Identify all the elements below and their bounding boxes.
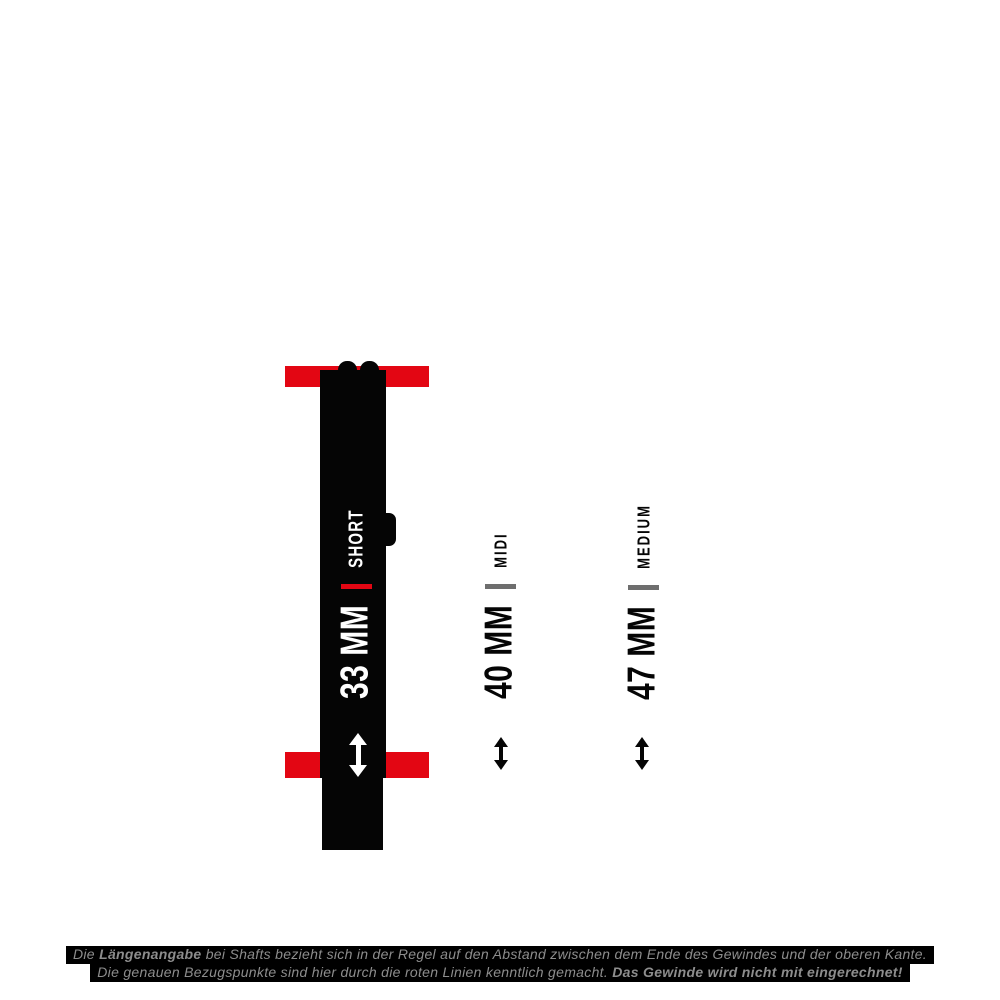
footnote-bar-2 <box>90 964 909 982</box>
length-value-short: 33 MM <box>333 604 377 699</box>
footnote-line-2 <box>0 964 1000 982</box>
divider-tick-midi <box>485 584 516 589</box>
divider-tick-short <box>341 584 372 589</box>
arrow-line <box>356 745 361 765</box>
footnote-bold-text: Längenangabe <box>99 946 202 962</box>
size-label-short: SHORT <box>344 509 368 568</box>
measurement-column-midi <box>477 509 521 699</box>
double-arrow-icon-medium <box>635 737 649 770</box>
shaft-thread-section <box>322 778 383 850</box>
length-value-midi: 40 MM <box>477 604 521 699</box>
footnote <box>0 946 1000 982</box>
size-label-medium: MEDIUM <box>632 504 654 569</box>
footnote-text: Die <box>72 946 100 962</box>
double-arrow-icon-midi <box>494 737 508 770</box>
arrow-head-up-icon <box>494 737 508 747</box>
double-arrow-icon-short <box>349 733 367 777</box>
divider-tick-medium <box>628 585 659 590</box>
shaft-spring-clip <box>384 513 396 546</box>
arrow-head-down-icon <box>635 760 649 770</box>
arrow-head-up-icon <box>635 737 649 747</box>
footnote-text: Die genauen Bezugspunkte sind hier durch die roten Linien kenntlich gemacht. <box>97 964 613 980</box>
arrow-head-up-icon <box>349 733 367 745</box>
arrow-head-down-icon <box>494 760 508 770</box>
footnote-text: bei Shafts bezieht sich in der Regel auf den Abstand zwischen dem Ende des Gewindes und der oberen Kante. <box>201 946 927 962</box>
measurement-column-medium <box>620 490 664 700</box>
measurement-column-short <box>333 509 377 699</box>
arrow-line <box>499 747 503 760</box>
size-label-midi: MIDI <box>489 532 511 568</box>
arrow-head-down-icon <box>349 765 367 777</box>
footnote-bold-text: Das Gewinde wird nicht mit eingerechnet! <box>612 964 903 980</box>
length-value-medium: 47 MM <box>620 605 664 700</box>
footnote-bar-1 <box>66 946 934 964</box>
footnote-line-1 <box>0 946 1000 964</box>
arrow-line <box>640 747 644 760</box>
